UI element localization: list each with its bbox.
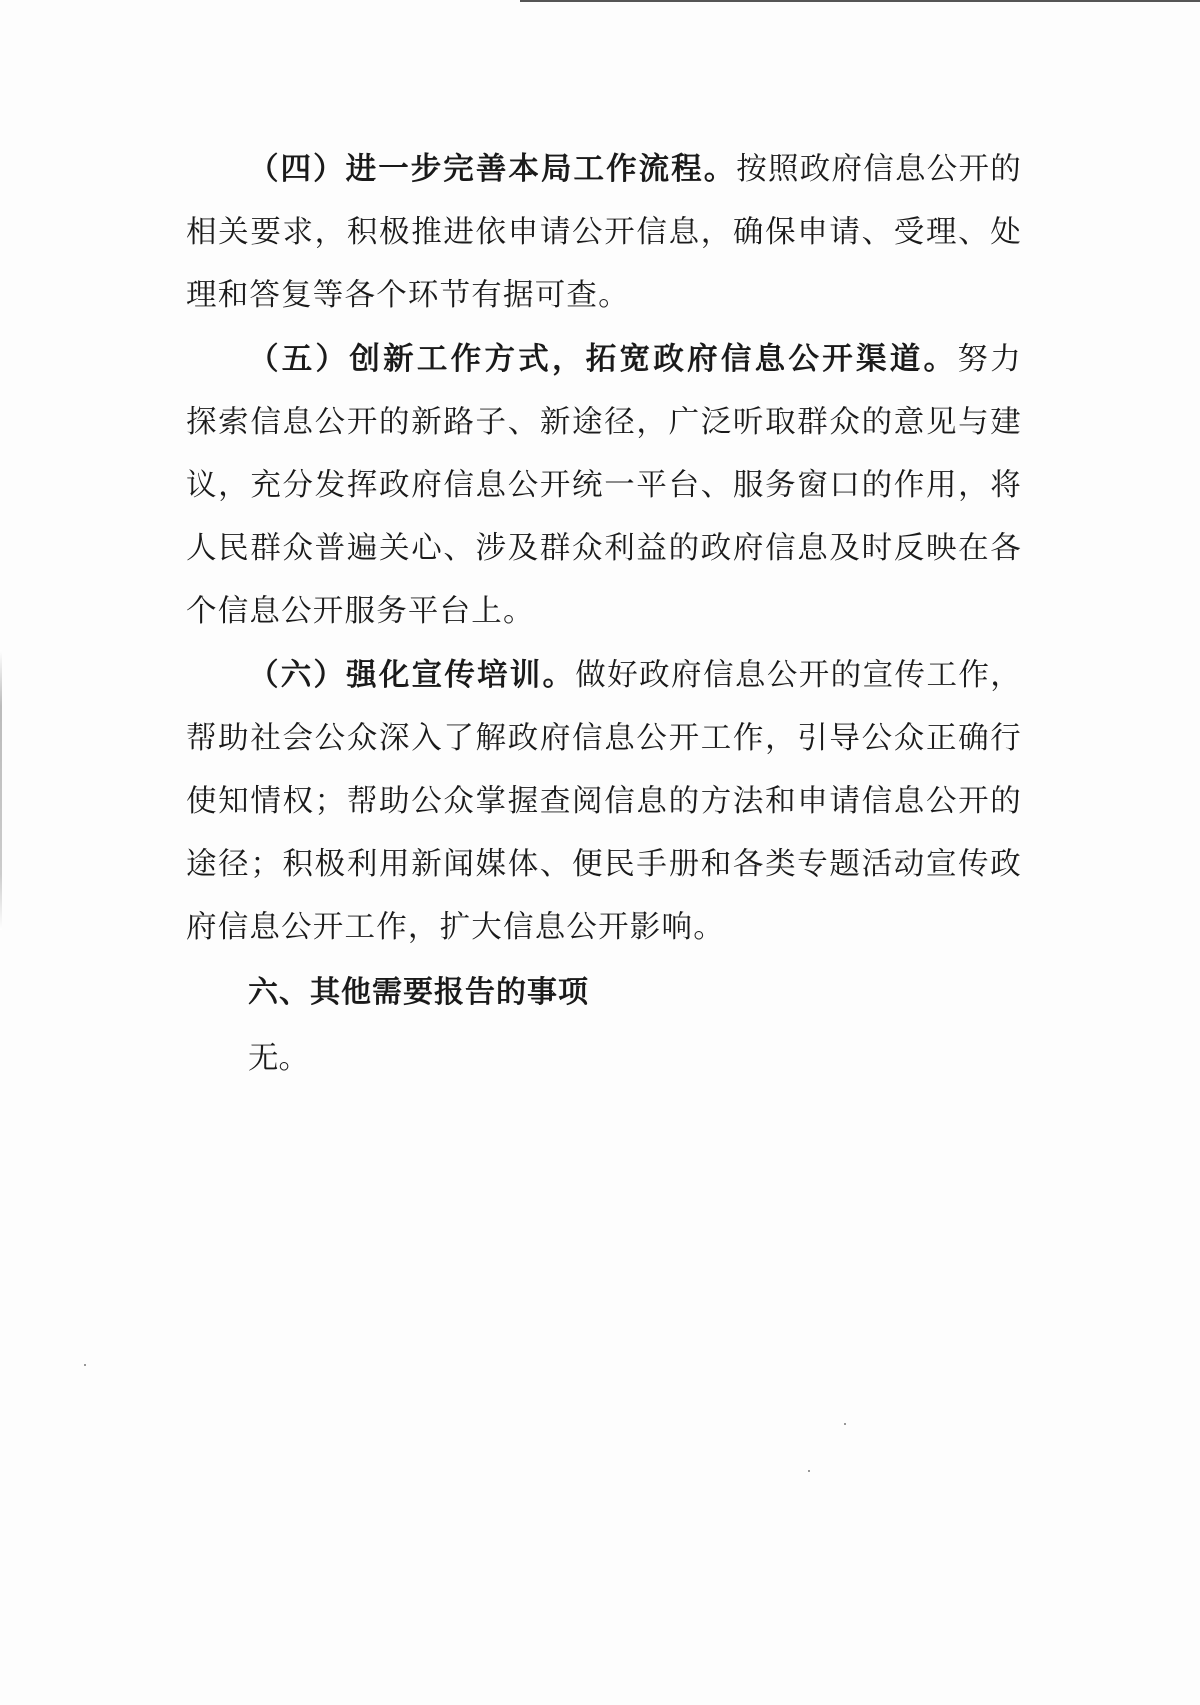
other-matters-text: 无。 [248,1041,309,1076]
section-4-text: 按照政府信息公开的相关要求，积极推进依申请公开信息，确保申请、受理、处理和答复等各个环节有据可查。 [186,152,1022,313]
section-4-lead: （四）进一步完善本局工作流程。 [248,152,737,187]
scan-speck [808,1470,810,1472]
document-body [186,138,1022,1092]
scan-edge-shadow [0,650,2,930]
scan-speck [844,1423,846,1425]
scan-speck [84,1364,86,1366]
section-6-lead: （六）强化宣传培训。 [248,658,576,693]
section-heading-other-matters: 六、其他需要报告的事项 [248,975,589,1010]
paragraph-section-5 [186,328,1022,643]
top-border-line [520,0,1200,2]
paragraph-section-6 [186,644,1022,959]
section-5-text: 努力探索信息公开的新路子、新途径，广泛听取群众的意见与建议，充分发挥政府信息公开统一平台、服务窗口的作用，将人民群众普遍关心、涉及群众利益的政府信息及时反映在各个信息公开服务平台上。 [186,342,1023,629]
section-6-text: 做好政府信息公开的宣传工作，帮助社会公众深入了解政府信息公开工作，引导公众正确行使知情权；帮助公众掌握查阅信息的方法和申请信息公开的途径；积极利用新闻媒体、便民手册和各类专题活动宣传政府信息公开工作，扩大信息公开影响。 [186,658,1022,945]
section-5-lead: （五）创新工作方式，拓宽政府信息公开渠道。 [248,342,958,377]
paragraph-section-4 [186,138,1022,327]
